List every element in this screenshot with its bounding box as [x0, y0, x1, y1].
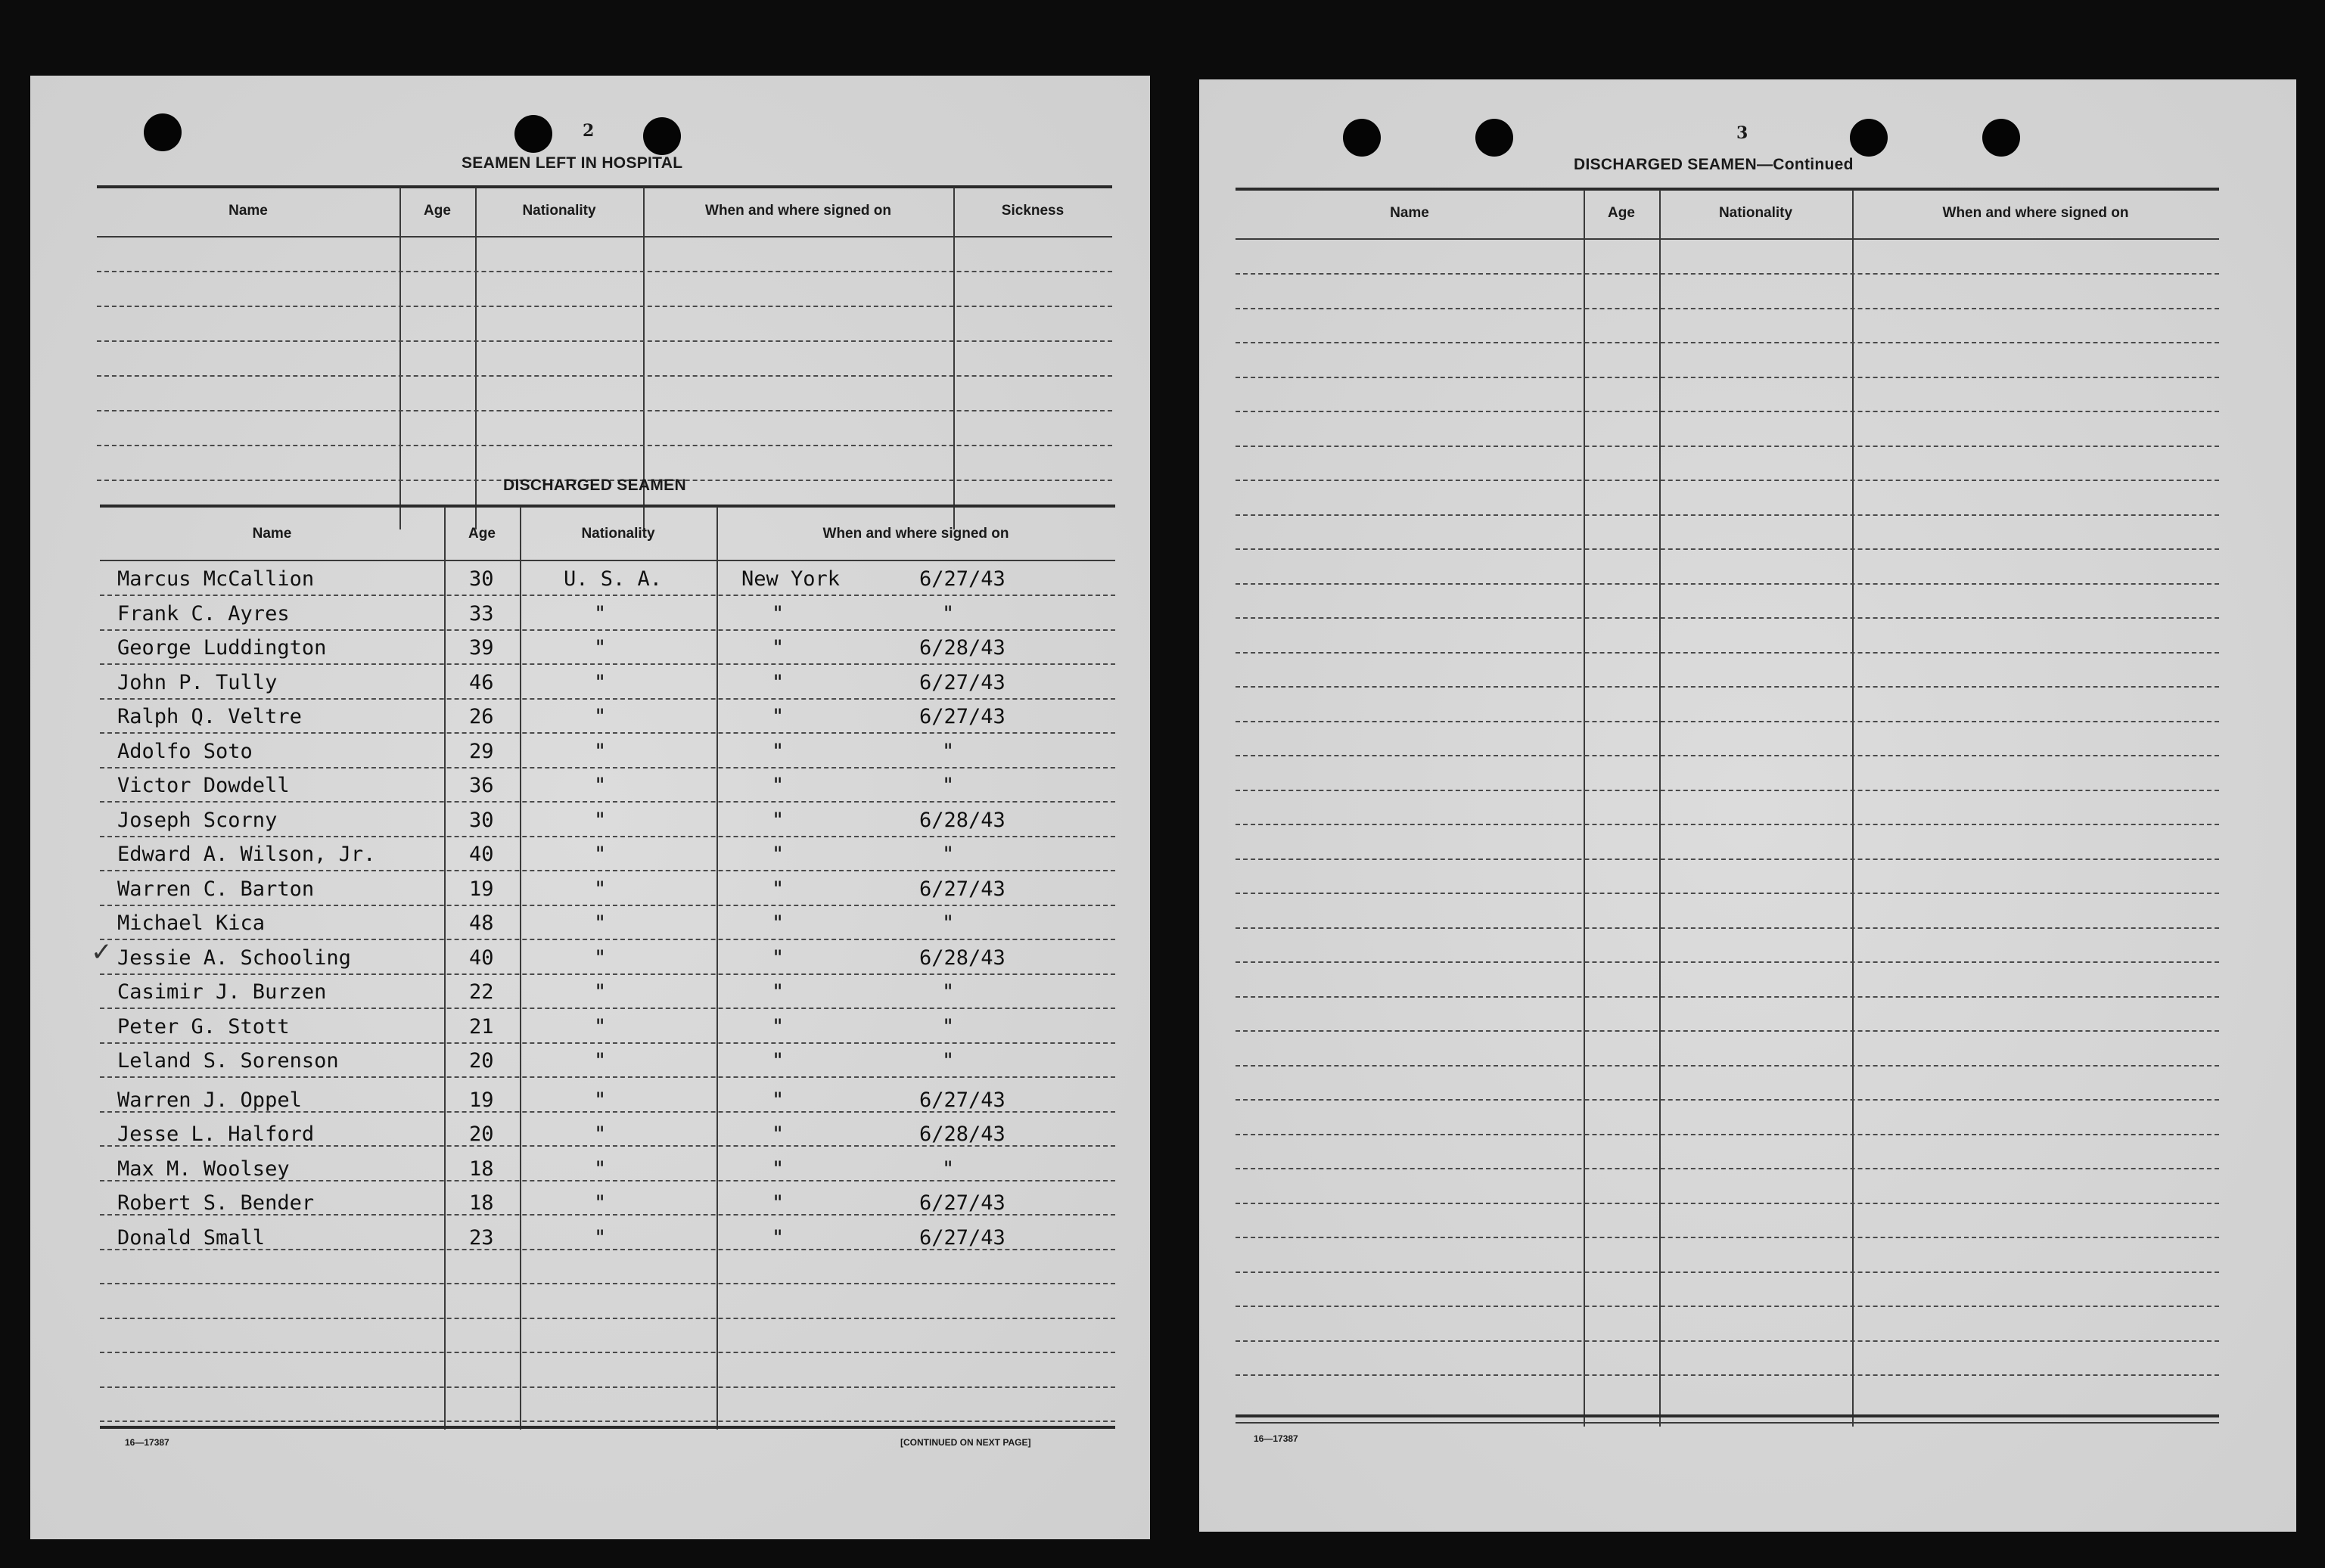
- ruled-line: [100, 595, 1115, 596]
- signed-on-date: 6/28/43: [919, 1122, 1006, 1146]
- signed-on-place: ": [772, 705, 785, 728]
- page-number: 2: [583, 121, 595, 141]
- ruled-line: [1236, 548, 2219, 550]
- continued-note: [CONTINUED ON NEXT PAGE]: [900, 1437, 1031, 1448]
- seaman-name: Victor Dowdell: [117, 774, 290, 797]
- column-divider: [475, 188, 477, 529]
- ruled-line: [100, 1008, 1115, 1009]
- punch-hole: [144, 113, 182, 151]
- table-rule: [100, 560, 1115, 561]
- signed-on-place: ": [772, 980, 785, 1004]
- ruled-line: [1236, 1030, 2219, 1032]
- discharged-col-name: Name: [252, 526, 292, 542]
- check-mark-icon: ✓: [91, 936, 113, 967]
- seaman-name: Joseph Scorny: [117, 808, 278, 832]
- seaman-nationality: ": [594, 705, 607, 728]
- ruled-line: [1236, 1134, 2219, 1135]
- seaman-name: Casimir J. Burzen: [117, 980, 327, 1004]
- seaman-age: 30: [469, 567, 494, 591]
- punch-hole: [1982, 119, 2020, 157]
- seaman-name: Peter G. Stott: [117, 1014, 290, 1039]
- ruled-line: [97, 445, 1112, 446]
- ruled-line: [97, 375, 1112, 377]
- seaman-name: Michael Kica: [117, 911, 266, 935]
- discharged-section-title: DISCHARGED SEAMEN: [503, 477, 686, 494]
- signed-on-date: 6/27/43: [919, 670, 1006, 694]
- signed-on-place: ": [772, 843, 785, 866]
- ruled-line: [1236, 1168, 2219, 1169]
- signed-on-place: ": [772, 601, 785, 626]
- ruled-line: [1236, 1237, 2219, 1238]
- seaman-age: 21: [469, 1014, 494, 1039]
- signed-on-date: ": [942, 774, 955, 797]
- seaman-name: Jesse L. Halford: [117, 1122, 315, 1146]
- seaman-name: Donald Small: [117, 1225, 266, 1250]
- ruled-line: [100, 629, 1115, 631]
- signed-on-place: ": [772, 774, 785, 797]
- column-divider: [1584, 190, 1585, 1427]
- ruled-line: [1236, 342, 2219, 343]
- discharged-col-signed-on: When and where signed on: [822, 526, 1009, 542]
- seaman-nationality: ": [594, 877, 607, 901]
- ruled-line: [1236, 514, 2219, 516]
- hospital-col-signed-on: When and where signed on: [705, 203, 891, 219]
- signed-on-place: ": [772, 739, 785, 763]
- seaman-nationality: ": [594, 980, 607, 1004]
- right-col-signed-on: When and where signed on: [1942, 205, 2129, 221]
- ruled-line: [1236, 1099, 2219, 1101]
- seaman-nationality: ": [594, 739, 607, 763]
- signed-on-date: 6/27/43: [919, 1191, 1006, 1215]
- seaman-nationality: ": [594, 808, 607, 832]
- signed-on-place: ": [772, 1014, 785, 1039]
- ruled-line: [100, 663, 1115, 665]
- table-rule: [100, 1426, 1115, 1429]
- punch-hole: [1475, 119, 1513, 157]
- ruled-line: [100, 973, 1115, 975]
- ruled-line: [100, 1352, 1115, 1353]
- seaman-age: 46: [469, 670, 494, 694]
- column-divider: [1852, 190, 1854, 1427]
- seaman-age: 18: [469, 1191, 494, 1215]
- hospital-col-sickness: Sickness: [1001, 203, 1065, 219]
- seaman-name: Ralph Q. Veltre: [117, 705, 302, 728]
- signed-on-place: New York: [741, 567, 841, 591]
- ruled-line: [1236, 1374, 2219, 1376]
- hospital-section-title: SEAMEN LEFT IN HOSPITAL: [462, 154, 683, 172]
- table-rule: [1236, 1414, 2219, 1417]
- seaman-age: 20: [469, 1049, 494, 1073]
- seaman-name: Marcus McCallion: [117, 567, 315, 591]
- discharged-col-age: Age: [468, 526, 496, 542]
- signed-on-place: ": [772, 670, 785, 694]
- ruled-line: [100, 836, 1115, 837]
- right-col-age: Age: [1608, 205, 1635, 221]
- ruled-line: [100, 1386, 1115, 1388]
- seaman-age: 26: [469, 705, 494, 728]
- ruled-line: [97, 340, 1112, 342]
- column-divider: [716, 507, 718, 1430]
- seaman-nationality: U. S. A.: [564, 567, 663, 591]
- seaman-nationality: ": [594, 1088, 607, 1112]
- seaman-nationality: ": [594, 1225, 607, 1250]
- seaman-age: 29: [469, 739, 494, 763]
- punch-hole: [1850, 119, 1888, 157]
- ruled-line: [97, 271, 1112, 272]
- ruled-line: [1236, 273, 2219, 275]
- table-rule: [1236, 1422, 2219, 1424]
- seaman-name: Edward A. Wilson, Jr.: [117, 843, 376, 866]
- seaman-name: Warren C. Barton: [117, 877, 315, 901]
- ruled-line: [1236, 377, 2219, 378]
- seaman-nationality: ": [594, 774, 607, 797]
- ruled-line: [100, 1283, 1115, 1284]
- column-divider: [444, 507, 446, 1430]
- seaman-nationality: ": [594, 601, 607, 626]
- signed-on-date: ": [942, 980, 955, 1004]
- right-page: [1199, 79, 2296, 1532]
- left-page: [30, 76, 1150, 1539]
- ruled-line: [100, 870, 1115, 871]
- signed-on-date: ": [942, 1157, 955, 1181]
- ruled-line: [100, 801, 1115, 803]
- seaman-name: Jessie A. Schooling: [117, 945, 351, 970]
- seaman-nationality: ": [594, 1191, 607, 1215]
- seaman-nationality: ": [594, 1014, 607, 1039]
- ruled-line: [100, 1042, 1115, 1044]
- table-rule: [1236, 238, 2219, 240]
- hospital-col-name: Name: [228, 203, 268, 219]
- ruled-line: [100, 1421, 1115, 1422]
- hospital-col-age: Age: [424, 203, 451, 219]
- seaman-name: Leland S. Sorenson: [117, 1049, 339, 1073]
- ruled-line: [1236, 1065, 2219, 1067]
- seaman-age: 36: [469, 774, 494, 797]
- seaman-name: George Luddington: [117, 636, 327, 660]
- ruled-line: [1236, 446, 2219, 447]
- form-number: 16—17387: [1254, 1433, 1298, 1444]
- signed-on-date: 6/27/43: [919, 567, 1006, 591]
- signed-on-date: 6/27/43: [919, 877, 1006, 901]
- column-divider: [953, 188, 955, 529]
- seaman-nationality: ": [594, 670, 607, 694]
- seaman-age: 40: [469, 843, 494, 866]
- seaman-name: Robert S. Bender: [117, 1191, 315, 1215]
- signed-on-place: ": [772, 1122, 785, 1146]
- table-rule: [1236, 188, 2219, 191]
- page-number: 3: [1736, 123, 1748, 143]
- ruled-line: [1236, 824, 2219, 825]
- right-col-nationality: Nationality: [1718, 205, 1793, 221]
- form-number: 16—17387: [125, 1437, 169, 1448]
- seaman-age: 18: [469, 1157, 494, 1181]
- signed-on-date: 6/28/43: [919, 945, 1006, 970]
- seaman-nationality: ": [594, 636, 607, 660]
- ruled-line: [1236, 721, 2219, 722]
- ruled-line: [1236, 790, 2219, 791]
- ruled-line: [100, 1076, 1115, 1078]
- column-divider: [1659, 190, 1661, 1427]
- ruled-line: [1236, 686, 2219, 688]
- seaman-age: 23: [469, 1225, 494, 1250]
- signed-on-date: 6/27/43: [919, 1088, 1006, 1112]
- ruled-line: [1236, 411, 2219, 412]
- seaman-nationality: ": [594, 1049, 607, 1073]
- seaman-name: Frank C. Ayres: [117, 601, 290, 626]
- ruled-line: [100, 939, 1115, 940]
- seaman-age: 40: [469, 945, 494, 970]
- seaman-age: 20: [469, 1122, 494, 1146]
- seaman-age: 22: [469, 980, 494, 1004]
- signed-on-place: ": [772, 877, 785, 901]
- column-divider: [399, 188, 401, 529]
- ruled-line: [100, 905, 1115, 906]
- table-rule: [97, 185, 1112, 188]
- signed-on-date: ": [942, 601, 955, 626]
- ruled-line: [1236, 583, 2219, 585]
- signed-on-date: ": [942, 739, 955, 763]
- ruled-line: [1236, 859, 2219, 860]
- signed-on-date: ": [942, 1049, 955, 1073]
- ruled-line: [1236, 1306, 2219, 1307]
- ruled-line: [97, 306, 1112, 307]
- signed-on-place: ": [772, 1088, 785, 1112]
- signed-on-place: ": [772, 911, 785, 935]
- ruled-line: [1236, 996, 2219, 998]
- ruled-line: [100, 732, 1115, 734]
- signed-on-place: ": [772, 1191, 785, 1215]
- signed-on-date: ": [942, 911, 955, 935]
- ruled-line: [100, 698, 1115, 700]
- seaman-name: John P. Tully: [117, 670, 278, 694]
- seaman-name: Max M. Woolsey: [117, 1157, 290, 1181]
- signed-on-place: ": [772, 945, 785, 970]
- punch-hole: [514, 115, 552, 153]
- seaman-age: 19: [469, 1088, 494, 1112]
- ruled-line: [1236, 927, 2219, 929]
- signed-on-date: 6/28/43: [919, 636, 1006, 660]
- ruled-line: [1236, 961, 2219, 963]
- punch-hole: [643, 117, 681, 155]
- seaman-name: Warren J. Oppel: [117, 1088, 302, 1112]
- punch-hole: [1343, 119, 1381, 157]
- signed-on-date: 6/27/43: [919, 1225, 1006, 1250]
- seaman-age: 33: [469, 601, 494, 626]
- ruled-line: [1236, 1271, 2219, 1273]
- seaman-age: 48: [469, 911, 494, 935]
- seaman-nationality: ": [594, 945, 607, 970]
- ruled-line: [1236, 755, 2219, 756]
- table-rule: [100, 505, 1115, 508]
- seaman-age: 39: [469, 636, 494, 660]
- table-rule: [97, 236, 1112, 238]
- column-divider: [520, 507, 521, 1430]
- signed-on-date: ": [942, 843, 955, 866]
- ruled-line: [1236, 1340, 2219, 1342]
- right-col-name: Name: [1390, 205, 1429, 221]
- ruled-line: [1236, 1203, 2219, 1204]
- signed-on-date: 6/28/43: [919, 808, 1006, 832]
- signed-on-date: ": [942, 1014, 955, 1039]
- discharged-col-nationality: Nationality: [581, 526, 655, 542]
- hospital-col-nationality: Nationality: [522, 203, 596, 219]
- seaman-name: Adolfo Soto: [117, 739, 253, 763]
- seaman-nationality: ": [594, 911, 607, 935]
- seaman-nationality: ": [594, 1157, 607, 1181]
- seaman-nationality: ": [594, 843, 607, 866]
- ruled-line: [1236, 652, 2219, 654]
- ruled-line: [100, 767, 1115, 768]
- signed-on-place: ": [772, 1157, 785, 1181]
- ruled-line: [1236, 617, 2219, 619]
- signed-on-place: ": [772, 1049, 785, 1073]
- signed-on-date: 6/27/43: [919, 705, 1006, 728]
- ruled-line: [97, 410, 1112, 411]
- seaman-nationality: ": [594, 1122, 607, 1146]
- ruled-line: [100, 1318, 1115, 1319]
- seaman-age: 19: [469, 877, 494, 901]
- signed-on-place: ": [772, 636, 785, 660]
- discharged-continued-title: DISCHARGED SEAMEN—Continued: [1574, 156, 1854, 173]
- signed-on-place: ": [772, 1225, 785, 1250]
- ruled-line: [1236, 480, 2219, 481]
- ruled-line: [1236, 308, 2219, 309]
- ruled-line: [1236, 893, 2219, 894]
- seaman-age: 30: [469, 808, 494, 832]
- signed-on-place: ": [772, 808, 785, 832]
